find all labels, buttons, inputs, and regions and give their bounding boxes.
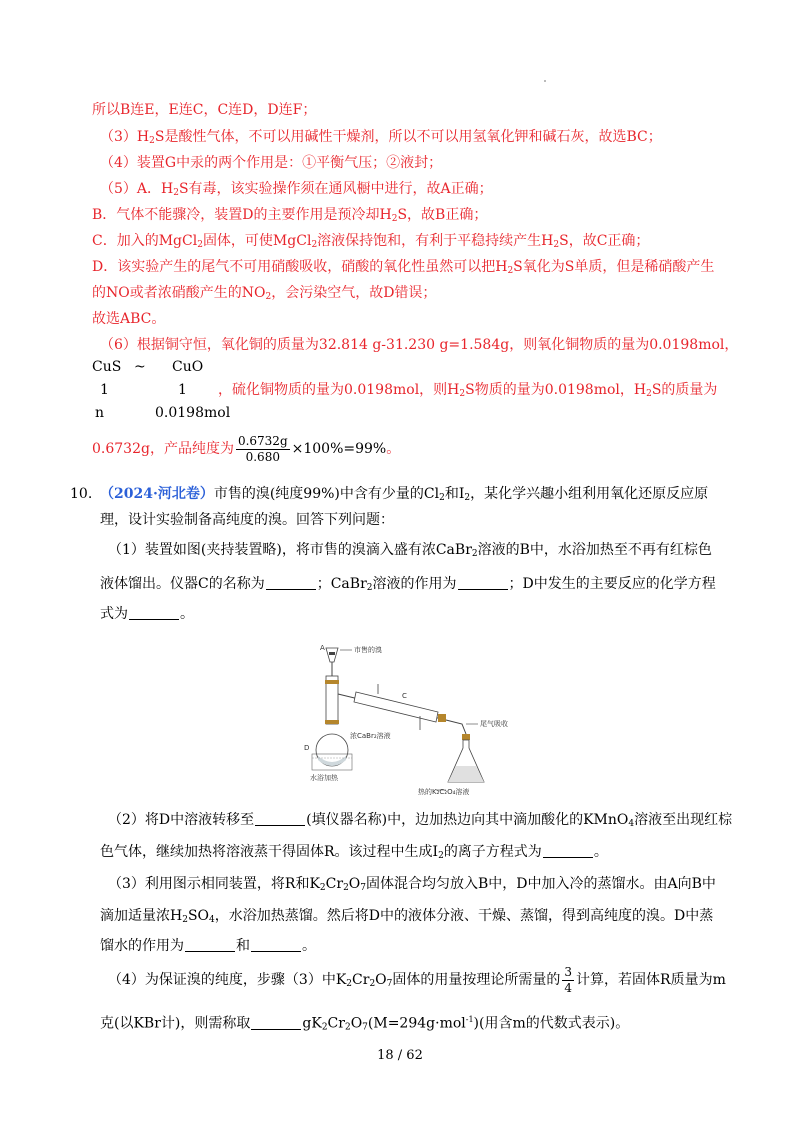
- answer-line-13: ，硫化铜物质的量为0.0198mol，则$H_2S$物质的量为0.0198mol，$H_2S$的质量为: [218, 382, 718, 399]
- answer-line-6: B．气体不能骤冷，装置D的主要作用是预冷却$H_2S$，故B正确；: [92, 207, 488, 224]
- label-d: D: [304, 744, 310, 752]
- part2-line-1: （2）将D中溶液转移至 (填仪器名称)中，边加热边向其中滴加酸化的KMnO$_4$溶液至出现红棕: [108, 812, 733, 829]
- label-k2cr: 热的K₂C₂O₄溶液: [418, 788, 470, 796]
- part2-line-2: 色气体，继续加热将溶液蒸干得固体R。该过程中生成$I_2$的离子方程式为 。: [100, 844, 608, 861]
- answer-blank[interactable]: [185, 937, 235, 952]
- speck: [544, 80, 546, 82]
- label-c: C: [402, 692, 407, 700]
- question-line-2: 理，设计实验制备高纯度的溴。回答下列问题：: [100, 512, 394, 528]
- answer-blank[interactable]: [458, 575, 508, 590]
- answer-line-5: （5）A．$H_2S$有毒，该实验操作须在通风橱中进行，故A正确；: [100, 181, 493, 198]
- question-line-1: （2024·河北卷）市售的溴(纯度99%)中含有少量的$Cl_2$和$I_2$，某化学兴趣小组利用氧化还原反应原: [100, 486, 709, 503]
- answer-line-10: 故选ABC。: [92, 311, 166, 327]
- part3-line-2: 滴加适量浓$H_2SO_4$，水浴加热蒸馏。然后将D中的液体分液、干燥、蒸馏，得到高纯度的溴。D中蒸: [100, 908, 714, 925]
- calc-one-a: 1: [100, 382, 109, 398]
- answer-line-14: 0.6732g，产品纯度为 $\frac{0.6732g}{0.680}$ ×100%=99%。: [92, 433, 401, 464]
- page-number: 18 / 62: [377, 1048, 423, 1063]
- answer-line-8: D．该实验产生的尾气不可用硝酸吸收，硝酸的氧化性虽然可以把$H_2S$氧化为S单质，但是稀硝酸产生: [92, 259, 715, 276]
- label-bath: 水浴加热: [310, 774, 338, 782]
- label-a: A: [320, 644, 325, 652]
- distillation-apparatus-figure: [296, 636, 508, 796]
- calc-cus: CuS: [92, 359, 122, 375]
- answer-blank[interactable]: [543, 843, 593, 858]
- label-cabr: 浓CaBr₂溶液: [350, 732, 391, 740]
- answer-blank[interactable]: [251, 937, 301, 952]
- three-quarters-fraction: $\frac{3}{4}$: [564, 964, 573, 995]
- question-source: （2024·河北卷）: [100, 486, 214, 502]
- answer-line-1: 所以B连E，E连C，C连D，D连F；: [92, 102, 317, 118]
- part4-line-1: （4）为保证溴的纯度，步骤（3）中$K_2Cr_2O_7$固体的用量按理论所需量的 $\frac{3}{4}$ 计算，若固体R质量为m: [108, 964, 726, 995]
- part1-line-1: （1）装置如图(夹持装置略)，将市售的溴滴入盛有浓CaBr$_2$溶液的B中，水浴加热至不再有红棕色: [108, 542, 712, 559]
- part1-line-3: 式为 。: [100, 606, 194, 622]
- calc-cuo: CuO: [172, 359, 204, 375]
- calc-one-b: 1: [178, 382, 187, 398]
- label-tail: 尾气吸收: [480, 720, 508, 728]
- part3-line-1: （3）利用图示相同装置，将R和$K_2Cr_2O_7$固体混合均匀放入B中，D中加入冷的蒸馏水。由A向B中: [108, 876, 716, 893]
- answer-line-3: $(3)H_2S$是酸性气体，不可以用碱性干燥剂，所以不可以用氢氧化钾和碱石灰，故选BC；: [100, 129, 662, 146]
- answer-blank[interactable]: [266, 575, 316, 590]
- answer-blank[interactable]: [129, 605, 179, 620]
- calc-val: 0.0198mol: [155, 405, 231, 421]
- question-number: 10.: [70, 486, 93, 502]
- part1-line-2: 液体馏出。仪器C的名称为 ；CaBr$_2$溶液的作用为 ；D中发生的主要反应的化学方程: [100, 576, 716, 593]
- answer-blank[interactable]: [251, 1015, 301, 1030]
- answer-line-9: 的NO或者浓硝酸产生的$NO_2$，会污染空气，故D错误；: [92, 285, 437, 302]
- calc-n: n: [95, 405, 105, 421]
- answer-blank[interactable]: [255, 811, 305, 826]
- answer-line-7: C．加入的MgCl$_2$固体，可使MgCl$_2$溶液保持饱和，有利于平稳持续产生$H_2S$，故C正确；: [92, 233, 650, 250]
- part3-line-3: 馏水的作用为 和 。: [100, 938, 316, 954]
- answer-line-4: （4）装置G中汞的两个作用是：①平衡气压；②液封；: [100, 155, 443, 171]
- purity-fraction: $\frac{0.6732g}{0.680}$: [237, 433, 288, 464]
- calc-tilde: ~: [134, 359, 146, 375]
- answer-line-11: （6）根据铜守恒，氧化铜的质量为32.814 g-31.230 g=1.584g，则氧化铜物质的量为0.0198mol，: [100, 337, 739, 353]
- label-bromine: 市售的溴: [354, 646, 382, 654]
- part4-line-2: 克(以KBr计)，则需称取 $gK_2Cr_2O_7(M=294g\cdot mol^{-1})$(用含m的代数式表示)。: [100, 1015, 630, 1033]
